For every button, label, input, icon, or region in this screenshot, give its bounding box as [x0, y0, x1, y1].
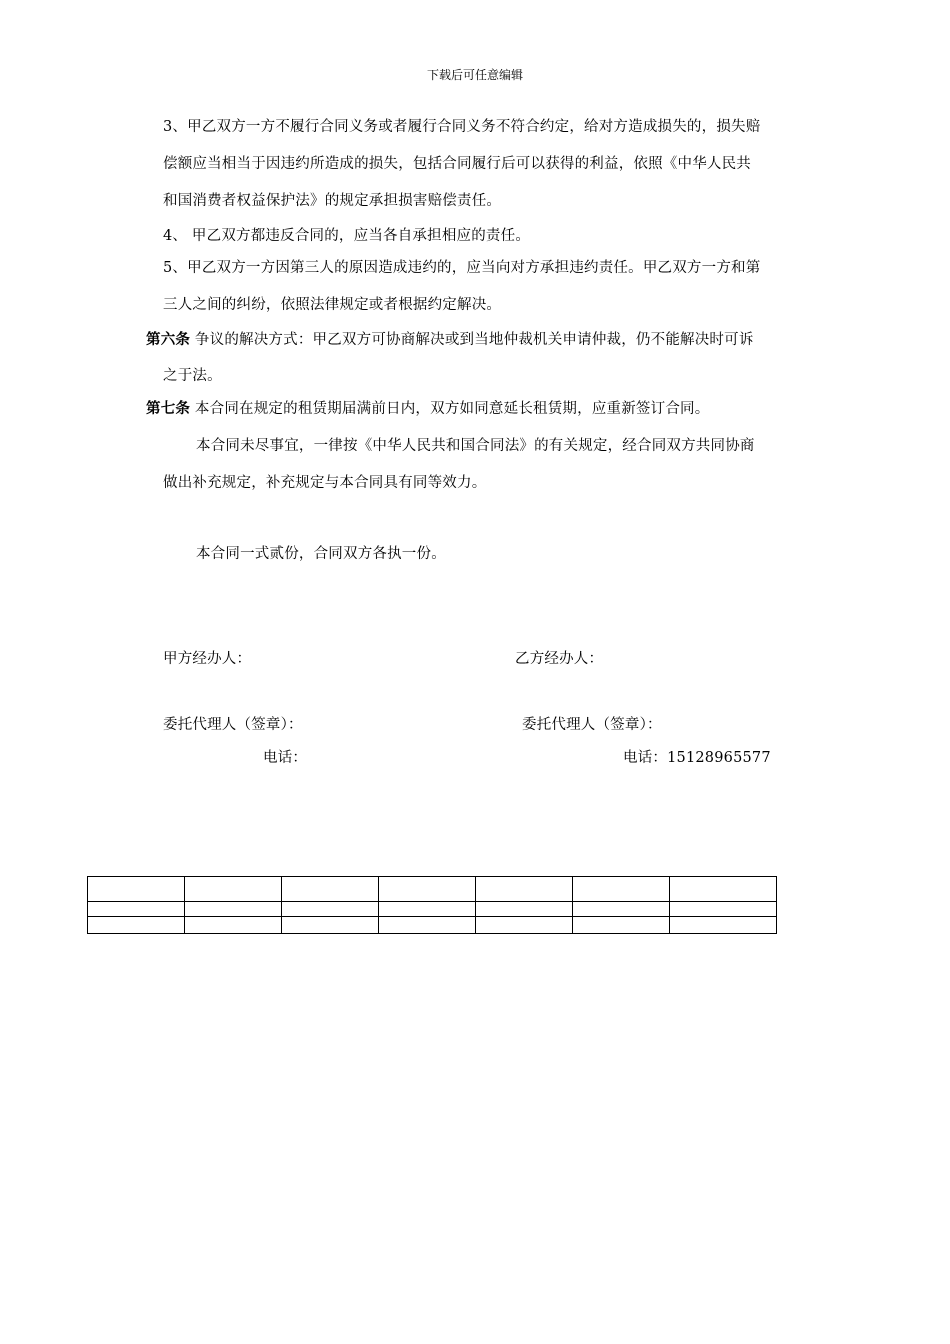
table-cell	[282, 917, 379, 934]
table-cell	[282, 902, 379, 917]
party-a-proxy-label: 委托代理人（签章）：	[163, 717, 303, 733]
table-cell	[476, 902, 573, 917]
article-7-line-1	[146, 397, 709, 418]
article-7-text: 本合同在规定的租赁期届满前日内，双方如同意延长租赁期，应重新签订合同。	[190, 401, 710, 417]
party-a-agent-label: 甲方经办人：	[163, 651, 252, 667]
table-cell	[670, 917, 777, 934]
table-cell	[670, 877, 777, 902]
party-b-phone-label: 电话：15128965577	[623, 750, 771, 766]
table-cell	[476, 877, 573, 902]
table-cell	[185, 902, 282, 917]
article-6-text: 争议的解决方式：甲乙双方可协商解决或到当地仲裁机关申请仲裁，仍不能解决时可诉	[190, 332, 754, 348]
table-cell	[573, 917, 670, 934]
table-cell	[379, 917, 476, 934]
party-b-proxy-label: 委托代理人（签章）：	[522, 717, 662, 733]
table-cell	[379, 877, 476, 902]
page-header: 下载后可任意编辑	[426, 68, 523, 82]
copies-statement: 本合同一式贰份，合同双方各执一份。	[196, 546, 446, 562]
party-a-phone-label: 电话：	[263, 750, 308, 766]
table-cell	[573, 877, 670, 902]
article-6-line-2: 之于法。	[163, 368, 222, 384]
table-row	[88, 877, 777, 902]
table-cell	[185, 917, 282, 934]
clause-3-line-2: 偿额应当相当于因违约所造成的损失，包括合同履行后可以获得的利益，依照《中华人民共	[163, 156, 751, 172]
table-cell	[670, 902, 777, 917]
clause-3-line-3: 和国消费者权益保护法》的规定承担损害赔偿责任。	[163, 193, 502, 209]
table-cell	[88, 917, 185, 934]
table-cell	[476, 917, 573, 934]
table-cell	[282, 877, 379, 902]
table-row	[88, 917, 777, 934]
supplement-line-2: 做出补充规定，补充规定与本合同具有同等效力。	[163, 475, 487, 491]
table-row	[88, 902, 777, 917]
table-cell	[185, 877, 282, 902]
article-6-heading: 第六条	[146, 331, 191, 348]
clause-5-line-2: 三人之间的纠纷，依照法律规定或者根据约定解决。	[163, 297, 502, 313]
table-cell	[379, 902, 476, 917]
table-cell	[88, 902, 185, 917]
party-b-agent-label: 乙方经办人：	[515, 651, 604, 667]
article-6-line-1	[146, 328, 754, 349]
blank-table	[87, 876, 777, 934]
table-cell	[88, 877, 185, 902]
table-cell	[573, 902, 670, 917]
clause-3-line-1: 3、甲乙双方一方不履行合同义务或者履行合同义务不符合约定，给对方造成损失的，损失赔	[163, 119, 761, 135]
clause-4: 4、 甲乙双方都违反合同的，应当各自承担相应的责任。	[163, 228, 531, 244]
supplement-line-1: 本合同未尽事宜，一律按《中华人民共和国合同法》的有关规定，经合同双方共同协商	[196, 438, 755, 454]
clause-5-line-1: 5、甲乙双方一方因第三人的原因造成违约的，应当向对方承担违约责任。甲乙双方一方和第	[163, 260, 761, 276]
article-7-heading: 第七条	[146, 400, 191, 417]
